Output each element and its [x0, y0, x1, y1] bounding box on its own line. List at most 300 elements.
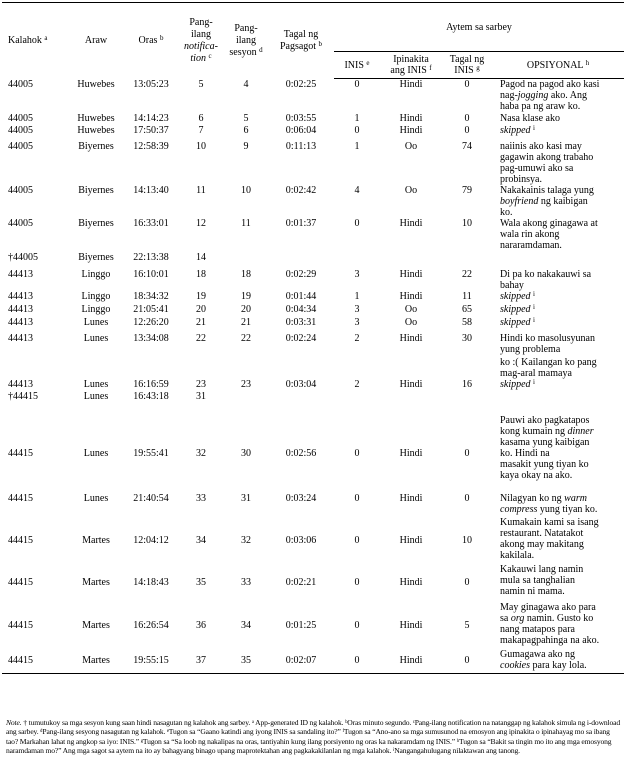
cell-inis: 3 — [354, 303, 360, 315]
opsiyonal-line — [500, 163, 624, 174]
cell-oras: 19:55:41 — [133, 448, 169, 459]
cell-ipinakita: Oo — [404, 140, 418, 152]
cell-tagal-inis: 74 — [462, 140, 472, 152]
cell-kalahok: †44415 — [8, 390, 38, 402]
cell-ipinakita: Hindi — [399, 79, 423, 90]
cell-sesyon: 6 — [243, 124, 249, 136]
opsiyonal-text: yung tiyan ko. — [537, 503, 598, 515]
cell-kalahok: 44413 — [8, 268, 33, 280]
cell-ipinakita: Oo — [404, 316, 418, 328]
cell-opsiyonal — [492, 252, 624, 269]
cell-tagal-inis: 22 — [462, 268, 472, 280]
cell-tagal: 0:03:55 — [285, 112, 317, 124]
table-row — [2, 391, 624, 415]
opsiyonal-line — [500, 426, 624, 437]
opsiyonal-text: Gumagawa ako ng — [500, 648, 575, 660]
opsiyonal-line — [500, 586, 624, 597]
cell-tagal: 0:03:06 — [285, 534, 317, 546]
opsiyonal-text: skipped — [500, 316, 531, 328]
cell-notif: 33 — [196, 492, 206, 504]
cell-inis — [334, 391, 380, 415]
cell-araw: Huwebes — [77, 124, 115, 136]
cell-opsiyonal — [492, 304, 624, 317]
cell-tagal-inis: 0 — [464, 79, 470, 90]
cell-opsiyonal — [492, 317, 624, 333]
cell-ipinakita: Hindi — [380, 649, 442, 674]
opsiyonal-text: compress — [500, 503, 538, 515]
cell-kalahok: 44415 — [2, 649, 68, 674]
cell-oras: 14:18:43 — [133, 577, 169, 588]
cell-araw: Linggo — [81, 290, 111, 302]
cell-kalahok: 44415 — [8, 534, 33, 546]
cell-opsiyonal — [492, 218, 624, 252]
cell-ipinakita: Oo — [404, 303, 418, 315]
opsiyonal-line — [500, 459, 624, 470]
opsiyonal-text: ng kaibigan — [538, 195, 588, 207]
opsiyonal-block — [500, 357, 624, 390]
opsiyonal-text: mag-aral mamaya — [500, 367, 572, 379]
opsiyonal-line — [500, 649, 624, 660]
cell-inis: 0 — [334, 649, 380, 674]
cell-tagal: 0:03:31 — [285, 316, 317, 328]
cell-sesyon: 32 — [241, 534, 251, 546]
cell-tagal: 0:02:07 — [268, 649, 334, 674]
cell-oras: 14:13:40 — [133, 184, 169, 196]
cell-tagal: 0:11:13 — [285, 140, 317, 152]
cell-tagal-inis: 79 — [462, 184, 472, 196]
cell-kalahok: 44005 — [8, 78, 33, 90]
cell-oras: 22:13:38 — [133, 251, 169, 263]
cell-araw: Biyernes — [78, 140, 114, 152]
cell-inis: 0 — [354, 492, 360, 504]
opsiyonal-text: cookies — [500, 659, 530, 671]
opsiyonal-block — [500, 113, 624, 124]
col-opsiyonal: OPSIYONAL $^h$ — [492, 52, 624, 79]
table-note — [6, 718, 622, 756]
opsiyonal-text: warm — [564, 492, 587, 504]
cell-notif: 6 — [198, 112, 204, 124]
opsiyonal-text: wala rin akong — [500, 228, 560, 240]
opsiyonal-block — [500, 79, 624, 112]
cell-inis: 0 — [354, 448, 360, 459]
opsiyonal-line — [500, 218, 624, 229]
cell-sesyon: 21 — [241, 316, 251, 328]
opsiyonal-line — [500, 368, 624, 379]
cell-oras: 17:50:37 — [133, 124, 169, 136]
cell-kalahok: 44415 — [8, 448, 33, 459]
cell-kalahok: 44413 — [8, 303, 33, 315]
opsiyonal-line — [500, 470, 624, 481]
opsiyonal-line — [500, 528, 624, 539]
table-row — [2, 649, 624, 674]
opsiyonal-block — [500, 649, 624, 671]
table-row — [2, 493, 624, 517]
cell-kalahok: 44413 — [8, 378, 33, 390]
cell-inis: 4 — [354, 184, 360, 196]
opsiyonal-line — [500, 613, 624, 624]
opsiyonal-text: skipped — [500, 378, 531, 390]
cell-oras: 16:16:59 — [133, 378, 169, 390]
cell-oras: 12:26:20 — [133, 316, 169, 328]
table-row — [2, 269, 624, 291]
cell-tagal-inis: 0 — [464, 448, 470, 459]
cell-inis: 0 — [354, 577, 360, 588]
cell-sesyon: 20 — [241, 303, 251, 315]
opsiyonal-block — [500, 218, 624, 251]
col-ipinakita: Ipinakita ang INIS $^f$ — [380, 52, 442, 79]
cell-tagal-inis: 11 — [462, 290, 472, 302]
opsiyonal-line — [500, 344, 624, 355]
cell-araw: Lunes — [83, 448, 109, 459]
cell-tagal: 0:01:25 — [285, 619, 317, 631]
cell-oras: 13:34:08 — [133, 332, 169, 344]
cell-tagal-inis: 0 — [464, 124, 470, 136]
cell-araw: Lunes — [83, 492, 109, 504]
opsiyonal-text: Hindi ko masolusyunan — [500, 332, 595, 344]
cell-tagal-inis: 10 — [462, 217, 472, 229]
col-tagal: Tagal ng Pagsagot $^b$ — [268, 3, 334, 79]
opsiyonal-text: i — [533, 123, 535, 132]
cell-inis: 2 — [354, 332, 360, 344]
opsiyonal-line — [500, 280, 624, 291]
cell-tagal: 0:02:25 — [285, 78, 317, 90]
cell-tagal: 0:02:56 — [285, 448, 317, 459]
cell-notif: 21 — [196, 316, 206, 328]
cell-inis: 0 — [354, 534, 360, 546]
opsiyonal-block — [500, 602, 624, 646]
cell-inis: 1 — [354, 112, 360, 124]
opsiyonal-text: Wala akong ginagawa at — [500, 217, 598, 229]
cell-araw: Lunes — [83, 332, 109, 344]
cell-kalahok: 44415 — [8, 492, 33, 504]
opsiyonal-text: boyfriend — [500, 195, 539, 207]
opsiyonal-text: sa — [500, 612, 511, 624]
cell-notif: 12 — [196, 217, 206, 229]
cell-opsiyonal — [492, 185, 624, 218]
opsiyonal-text: Di pa ko nakakauwi sa — [500, 268, 592, 280]
cell-sesyon: 5 — [243, 112, 249, 124]
opsiyonal-line — [500, 415, 624, 426]
survey-table — [2, 2, 624, 674]
opsiyonal-text: skipped — [500, 290, 531, 302]
opsiyonal-text: Pagod na pagod ako kasi — [500, 79, 600, 90]
cell-tagal-inis — [442, 252, 492, 269]
cell-ipinakita: Hindi — [399, 448, 423, 459]
opsiyonal-text: pag-umuwi ako sa — [500, 162, 574, 174]
cell-sesyon: 35 — [224, 649, 268, 674]
note-label: Note. — [6, 718, 22, 727]
opsiyonal-line — [500, 437, 624, 448]
opsiyonal-text: kaya okay na ako. — [500, 469, 573, 481]
cell-inis: 0 — [354, 217, 360, 229]
opsiyonal-text: ako. Ang — [548, 90, 587, 101]
cell-oras: 16:33:01 — [133, 217, 169, 229]
table-row — [2, 602, 624, 649]
cell-inis: 3 — [354, 316, 360, 328]
opsiyonal-line — [500, 602, 624, 613]
opsiyonal-text: yung problema — [500, 343, 561, 355]
opsiyonal-line — [500, 152, 624, 163]
opsiyonal-line — [500, 635, 624, 646]
table-row — [2, 125, 624, 141]
table-row — [2, 317, 624, 333]
cell-kalahok: 44005 — [8, 140, 33, 152]
cell-ipinakita: Hindi — [399, 378, 423, 390]
cell-tagal — [268, 391, 334, 415]
cell-inis — [334, 252, 380, 269]
cell-ipinakita: Hindi — [399, 619, 423, 631]
cell-kalahok: 44415 — [8, 619, 33, 631]
opsiyonal-line — [500, 185, 624, 196]
opsiyonal-text: ko. — [500, 206, 513, 218]
cell-tagal: 0:03:04 — [285, 378, 317, 390]
cell-oras: 19:55:15 — [124, 649, 178, 674]
cell-tagal: 0:01:44 — [285, 290, 317, 302]
opsiyonal-text: skipped — [500, 124, 531, 136]
opsiyonal-text: kong kumain ng — [500, 425, 568, 437]
cell-tagal-inis: 16 — [462, 378, 472, 390]
col-kalahok: Kalahok $^a$ — [2, 3, 68, 79]
opsiyonal-block — [500, 291, 624, 302]
opsiyonal-block — [500, 564, 624, 597]
col-inis: INIS $^e$ — [334, 52, 380, 79]
opsiyonal-text: Nasa klase ako — [500, 112, 560, 124]
opsiyonal-text: Nilagyan ko ng — [500, 492, 565, 504]
table-row — [2, 218, 624, 252]
opsiyonal-block — [500, 517, 624, 561]
cell-sesyon: 33 — [241, 577, 251, 588]
cell-oras: 14:14:23 — [133, 112, 169, 124]
cell-opsiyonal — [492, 602, 624, 649]
cell-tagal-inis — [442, 391, 492, 415]
col-oras: Oras $^b$ — [124, 3, 178, 79]
cell-tagal-inis: 65 — [462, 303, 472, 315]
opsiyonal-text: namin. Gusto ko — [524, 612, 594, 624]
opsiyonal-text: ko. Hindi na — [500, 447, 550, 459]
cell-opsiyonal — [492, 649, 624, 674]
opsiyonal-text: mula sa tanghalian — [500, 574, 575, 586]
opsiyonal-line — [500, 196, 624, 207]
cell-oras: 16:26:54 — [133, 619, 169, 631]
opsiyonal-line — [500, 79, 624, 90]
cell-notif: 11 — [196, 184, 206, 196]
opsiyonal-line — [500, 101, 624, 112]
opsiyonal-line — [500, 113, 624, 124]
cell-notif: 34 — [196, 534, 206, 546]
cell-araw: Martes — [68, 649, 124, 674]
cell-kalahok: 44415 — [8, 577, 33, 588]
opsiyonal-line — [500, 493, 624, 504]
cell-araw: Biyernes — [78, 251, 114, 263]
opsiyonal-line — [500, 317, 624, 328]
cell-kalahok: 44413 — [8, 332, 33, 344]
opsiyonal-text: Nakakainis talaga yung — [500, 184, 594, 196]
cell-araw: Linggo — [81, 268, 111, 280]
opsiyonal-block — [500, 415, 624, 481]
cell-notif: 18 — [196, 268, 206, 280]
cell-oras: 16:10:01 — [133, 268, 169, 280]
cell-oras: 12:04:12 — [133, 534, 169, 546]
opsiyonal-line — [500, 291, 624, 302]
cell-notif: 5 — [198, 78, 204, 90]
cell-kalahok: 44005 — [8, 217, 33, 229]
cell-tagal: 0:03:24 — [285, 492, 317, 504]
cell-tagal-inis: 58 — [462, 316, 472, 328]
opsiyonal-line — [500, 517, 624, 528]
opsiyonal-text: gagawin akong trabaho — [500, 151, 594, 163]
opsiyonal-block — [500, 333, 624, 355]
cell-araw: Linggo — [81, 303, 111, 315]
cell-notif: 10 — [196, 140, 206, 152]
cell-tagal: 0:06:04 — [285, 124, 317, 136]
cell-tagal: 0:02:24 — [285, 332, 317, 344]
cell-sesyon — [224, 252, 268, 269]
opsiyonal-block — [500, 304, 624, 315]
cell-sesyon: 11 — [241, 217, 251, 229]
cell-kalahok: †44005 — [8, 251, 38, 263]
cell-oras: 13:05:23 — [133, 78, 169, 90]
opsiyonal-text: i — [533, 315, 535, 324]
table-row — [2, 141, 624, 185]
cell-inis: 1 — [354, 140, 360, 152]
cell-notif: 37 — [178, 649, 224, 674]
cell-tagal-inis: 10 — [462, 534, 472, 546]
cell-ipinakita: Hindi — [399, 492, 423, 504]
cell-kalahok: 44005 — [8, 184, 33, 196]
cell-araw: Lunes — [83, 316, 109, 328]
opsiyonal-line — [500, 125, 624, 136]
opsiyonal-block — [500, 185, 624, 218]
col-notification: Pang- ilang notifica- tion $^c$ — [178, 3, 224, 79]
opsiyonal-text: nang matapos para — [500, 623, 575, 635]
cell-inis: 2 — [354, 378, 360, 390]
cell-sesyon: 9 — [243, 140, 249, 152]
opsiyonal-text: i — [533, 302, 535, 311]
opsiyonal-text: akong may makitang — [500, 538, 584, 550]
cell-araw: Lunes — [83, 378, 109, 390]
cell-tagal — [268, 252, 334, 269]
opsiyonal-text: skipped — [500, 303, 531, 315]
opsiyonal-line — [500, 448, 624, 459]
opsiyonal-text: org — [510, 612, 525, 624]
cell-tagal: 0:01:37 — [285, 217, 317, 229]
opsiyonal-block — [500, 317, 624, 328]
cell-opsiyonal — [492, 356, 624, 391]
opsiyonal-text: jogging — [517, 90, 549, 101]
col-sesyon: Pang- ilang sesyon $^d$ — [224, 3, 268, 79]
cell-notif: 19 — [196, 290, 206, 302]
cell-opsiyonal — [492, 291, 624, 304]
note-text: † tumutukoy sa mga sesyon kung saan hindi nasagutan ng kalahok ang sarbey. ᵃ App-generated ID ng kalahok. ᵇOras minuto segundo. ᶜPang-ilang notification na natanggap ng kalahok simula ng i-download ang sarbey. ᵈPang-ilang sesyong nasagutan ng kalahok. ᵉTugon sa “Gaano katindi ang iyong INIS sa sandaling ito?” ᶠTugon sa “Ano-ano sa mga sumusunod na emosyon ang ipinakita o ipinahayag mo sa ibang tao? Markahan lahat ng angkop sa iyo: INIS.” ᵍTugon sa “Sa loob ng nakalipas na oras, tantiyahin kung ilang porsiyento ng oras ka nakaramdam ng INIS.” ʰTugon sa “Bakit sa tingin mo ito ang mga emosyong naramdaman mo?” Ang mga sagot sa aytem na ito ay bahagyang binago upang maprotektahan ang pagkakakilanlan ng mga kalahok. ⁱNangangahulugang nilaktawan ang tanong. — [6, 718, 621, 756]
table-body — [2, 79, 624, 674]
cell-tagal-inis: 0 — [442, 649, 492, 674]
table-row — [2, 379, 624, 391]
cell-inis: 1 — [354, 290, 360, 302]
cell-tagal-inis: 0 — [464, 577, 470, 588]
opsiyonal-text: para kay lola. — [530, 659, 587, 671]
cell-notif: 22 — [196, 332, 206, 344]
opsiyonal-text: nararamdaman. — [500, 239, 562, 251]
table-row — [2, 304, 624, 317]
table-row — [2, 564, 624, 602]
opsiyonal-line — [500, 564, 624, 575]
cell-tagal: 0:02:29 — [285, 268, 317, 280]
opsiyonal-text: bahay — [500, 279, 524, 291]
opsiyonal-text: masakit yung tiyan ko — [500, 458, 589, 470]
opsiyonal-block — [500, 141, 624, 185]
cell-notif: 32 — [196, 448, 206, 459]
opsiyonal-text: May ginagawa ako para — [500, 601, 596, 613]
cell-tagal-inis: 0 — [464, 492, 470, 504]
cell-notif: 14 — [196, 251, 206, 263]
opsiyonal-text: kakilala. — [500, 549, 535, 561]
opsiyonal-text: i — [533, 289, 535, 298]
cell-araw: Biyernes — [78, 217, 114, 229]
table-row — [2, 252, 624, 269]
opsiyonal-text: haba pa ng araw ko. — [500, 101, 581, 112]
cell-araw: Lunes — [83, 390, 109, 402]
opsiyonal-text: i — [533, 377, 535, 386]
cell-oras: 18:34:32 — [133, 290, 169, 302]
cell-notif: 20 — [196, 303, 206, 315]
opsiyonal-text: Pauwi ako pagkatapos — [500, 414, 590, 426]
table-row — [2, 517, 624, 564]
cell-araw: Martes — [82, 534, 110, 546]
cell-ipinakita: Hindi — [399, 124, 423, 136]
cell-inis: 0 — [354, 619, 360, 631]
cell-ipinakita — [380, 391, 442, 415]
cell-opsiyonal — [492, 517, 624, 564]
opsiyonal-line — [500, 624, 624, 635]
opsiyonal-line — [500, 539, 624, 550]
cell-tagal: 0:02:42 — [285, 184, 317, 196]
cell-opsiyonal — [492, 125, 624, 141]
cell-notif: 36 — [196, 619, 206, 631]
opsiyonal-text: naiinis ako kasi may — [500, 140, 582, 152]
opsiyonal-line — [500, 504, 624, 515]
opsiyonal-text: kasama yung kaibigan — [500, 436, 590, 448]
cell-oras: 12:58:39 — [133, 140, 169, 152]
cell-kalahok: 44005 — [8, 124, 33, 136]
table-row — [2, 185, 624, 218]
opsiyonal-text: dinner — [567, 425, 594, 437]
opsiyonal-line — [500, 660, 624, 671]
cell-inis: 0 — [354, 124, 360, 136]
cell-opsiyonal — [492, 391, 624, 415]
cell-tagal-inis: 30 — [462, 332, 472, 344]
opsiyonal-line — [500, 207, 624, 218]
cell-ipinakita: Hindi — [399, 577, 423, 588]
table-row — [2, 79, 624, 113]
col-araw: Araw — [68, 3, 124, 79]
cell-sesyon: 22 — [241, 332, 251, 344]
cell-ipinakita: Hindi — [399, 290, 423, 302]
cell-sesyon: 4 — [243, 78, 249, 90]
cell-sesyon: 23 — [241, 378, 251, 390]
cell-opsiyonal — [492, 113, 624, 125]
cell-notif: 31 — [196, 390, 206, 402]
opsiyonal-block — [500, 269, 624, 291]
opsiyonal-block — [500, 125, 624, 136]
opsiyonal-line — [500, 141, 624, 152]
opsiyonal-text: Kumakain kami sa isang — [500, 516, 599, 528]
opsiyonal-line — [500, 333, 624, 344]
cell-araw: Huwebes — [77, 112, 115, 124]
cell-opsiyonal — [492, 564, 624, 602]
cell-sesyon: 18 — [241, 268, 251, 280]
opsiyonal-block — [500, 493, 624, 515]
cell-sesyon: 31 — [241, 492, 251, 504]
